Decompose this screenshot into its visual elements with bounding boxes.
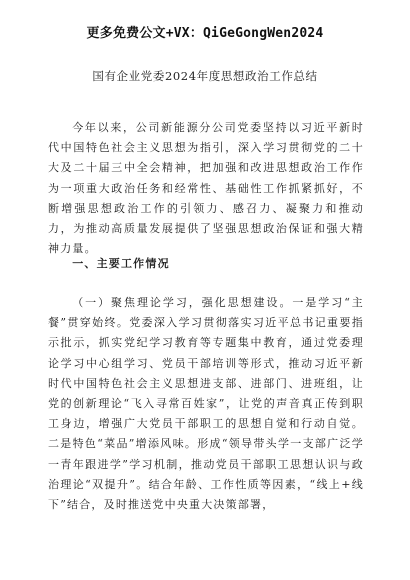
- body-paragraph: （一）聚焦理论学习，强化思想建设。一是学习“主餐”贯穿始终。党委深入学习贯彻落实习近平总书记重要指示批示，抓实党纪学习教育等专题集中教育，通过党委理论学习中心组学习、党员干部培训等形式，推动习近平新时代中国特色社会主义思想进支部、进部门、进班组，让党的创新理论“飞入寻常百姓家”，让党的声音真正传到职工身边，增强广大党员干部职工的思想自觉和行动自觉。二是特色“菜品”增添风味。形成“领导带头学一支部广泛学一青年跟进学”学习机制，推动党员干部职工思想认识与政治理论“双提升”。结合年龄、工作性质等因素，“线上+线下”结合，及时推送党中央重大决策部署，: [48, 296, 364, 512]
- promo-banner: 更多免费公文+VX：QiGeGongWen2024: [86, 26, 324, 41]
- section-heading: 一、主要工作情况: [72, 257, 170, 270]
- document-title: 国有企业党委2024年度思想政治工作总结: [92, 69, 318, 83]
- intro-paragraph: 今年以来，公司新能源分公司党委坚持以习近平新时代中国特色社会主义思想为指引，深入学习贯彻党的二十大及二十届三中全会精神，把加强和改进思想政治工作作为一项重大政治任务和经常性、基础性工作抓紧抓好，不断增强思想政治工作的引领力、感召力、凝聚力和推动力，为推动高质量发展提供了坚强思想政治保证和强大精神力量。: [48, 121, 364, 256]
